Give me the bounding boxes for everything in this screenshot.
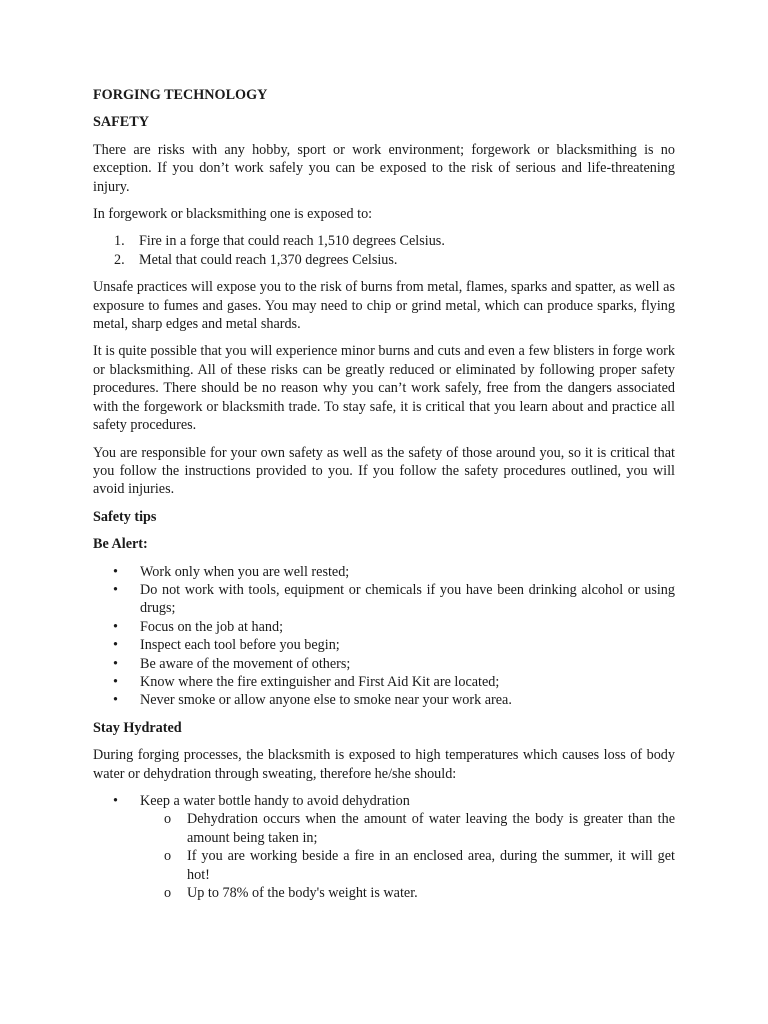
sub-bullet-item bbox=[140, 810, 675, 847]
bullet-text: Never smoke or allow anyone else to smoke near your work area. bbox=[140, 692, 512, 709]
bullet-item bbox=[93, 655, 675, 673]
sub-bullet-text: If you are working beside a fire in an enclosed area, during the summer, it will get hot! bbox=[187, 848, 675, 883]
be-alert-heading: Be Alert: bbox=[93, 536, 148, 553]
bullet-text: Know where the fire extinguisher and First Aid Kit are located; bbox=[140, 673, 500, 690]
bullet-item bbox=[93, 691, 675, 709]
list-item bbox=[93, 232, 675, 250]
bullet-text: Work only when you are well rested; bbox=[140, 563, 350, 580]
hydration-paragraph: During forging processes, the blacksmith is exposed to high temperatures which causes loss of body water or dehydration through sweating, therefore he/she should: bbox=[93, 747, 675, 782]
bullet-icon: • bbox=[113, 637, 118, 654]
bullet-item bbox=[93, 673, 675, 691]
bullet-icon: • bbox=[113, 563, 118, 580]
bullet-text: Keep a water bottle handy to avoid dehydration bbox=[140, 793, 410, 809]
unsafe-practices-paragraph: Unsafe practices will expose you to the risk of burns from metal, flames, sparks and spatter, as well as exposure to fumes and gases. You may need to chip or grind metal, which can produce sparks, flying metal, sharp edges and metal shards. bbox=[93, 279, 675, 333]
sub-bullet-item bbox=[140, 847, 675, 884]
document-title: FORGING TECHNOLOGY bbox=[93, 87, 268, 103]
list-number: 2. bbox=[114, 251, 125, 268]
alert-list bbox=[93, 563, 675, 710]
bullet-item bbox=[93, 618, 675, 636]
bullet-icon: • bbox=[113, 618, 118, 635]
bullet-item bbox=[93, 563, 675, 581]
list-item-text: Metal that could reach 1,370 degrees Celsius. bbox=[139, 251, 398, 268]
responsibility-paragraph: You are responsible for your own safety as well as the safety of those around you, so it is critical that you follow the instructions provided to you. If you follow the safety procedures outlined, you will avoid injuries. bbox=[93, 444, 675, 498]
possible-injuries-paragraph: It is quite possible that you will experience minor burns and cuts and even a few blisters in forge work or blacksmithing. All of these risks can be greatly reduced or eliminated by following proper safety procedures. There should be no reason why you can’t work safely, free from the dangers associated with the forgework or blacksmith trade. To stay safe, it is critical that you learn about and practice all safety procedures. bbox=[93, 343, 675, 434]
document-body bbox=[93, 86, 675, 911]
hydration-list bbox=[93, 792, 675, 902]
bullet-icon: • bbox=[113, 655, 118, 672]
bullet-text: Do not work with tools, equipment or chemicals if you have been drinking alcohol or using drugs; bbox=[140, 581, 675, 617]
list-item bbox=[93, 251, 675, 269]
bullet-text: Be aware of the movement of others; bbox=[140, 655, 351, 672]
hydration-sublist bbox=[140, 810, 675, 902]
sub-bullet-icon: o bbox=[164, 885, 172, 902]
bullet-text: Inspect each tool before you begin; bbox=[140, 637, 340, 654]
exposed-lead: In forgework or blacksmithing one is exposed to: bbox=[93, 206, 373, 223]
stay-hydrated-heading: Stay Hydrated bbox=[93, 719, 182, 736]
list-item-text: Fire in a forge that could reach 1,510 degrees Celsius. bbox=[139, 233, 445, 250]
sub-bullet-item bbox=[140, 884, 675, 902]
section-heading: SAFETY bbox=[93, 114, 149, 131]
bullet-item bbox=[93, 636, 675, 654]
bullet-icon: • bbox=[113, 581, 118, 598]
sub-bullet-text: Up to 78% of the body's weight is water. bbox=[187, 885, 418, 902]
intro-paragraph: There are risks with any hobby, sport or work environment; forgework or blacksmithing is no exception. If you don’t work safely you can be exposed to the risk of serious and life-threatening injury. bbox=[93, 141, 675, 195]
exposed-list bbox=[93, 232, 675, 269]
bullet-icon: • bbox=[113, 793, 118, 809]
sub-bullet-icon: o bbox=[164, 811, 172, 828]
bullet-item bbox=[93, 792, 675, 902]
sub-bullet-text: Dehydration occurs when the amount of water leaving the body is greater than the amount being taken in; bbox=[187, 811, 675, 846]
list-number: 1. bbox=[114, 233, 125, 250]
safety-tips-heading: Safety tips bbox=[93, 508, 157, 525]
bullet-icon: • bbox=[113, 692, 118, 709]
bullet-icon: • bbox=[113, 673, 118, 690]
bullet-text: Focus on the job at hand; bbox=[140, 618, 284, 635]
sub-bullet-icon: o bbox=[164, 848, 172, 865]
bullet-item bbox=[93, 581, 675, 618]
